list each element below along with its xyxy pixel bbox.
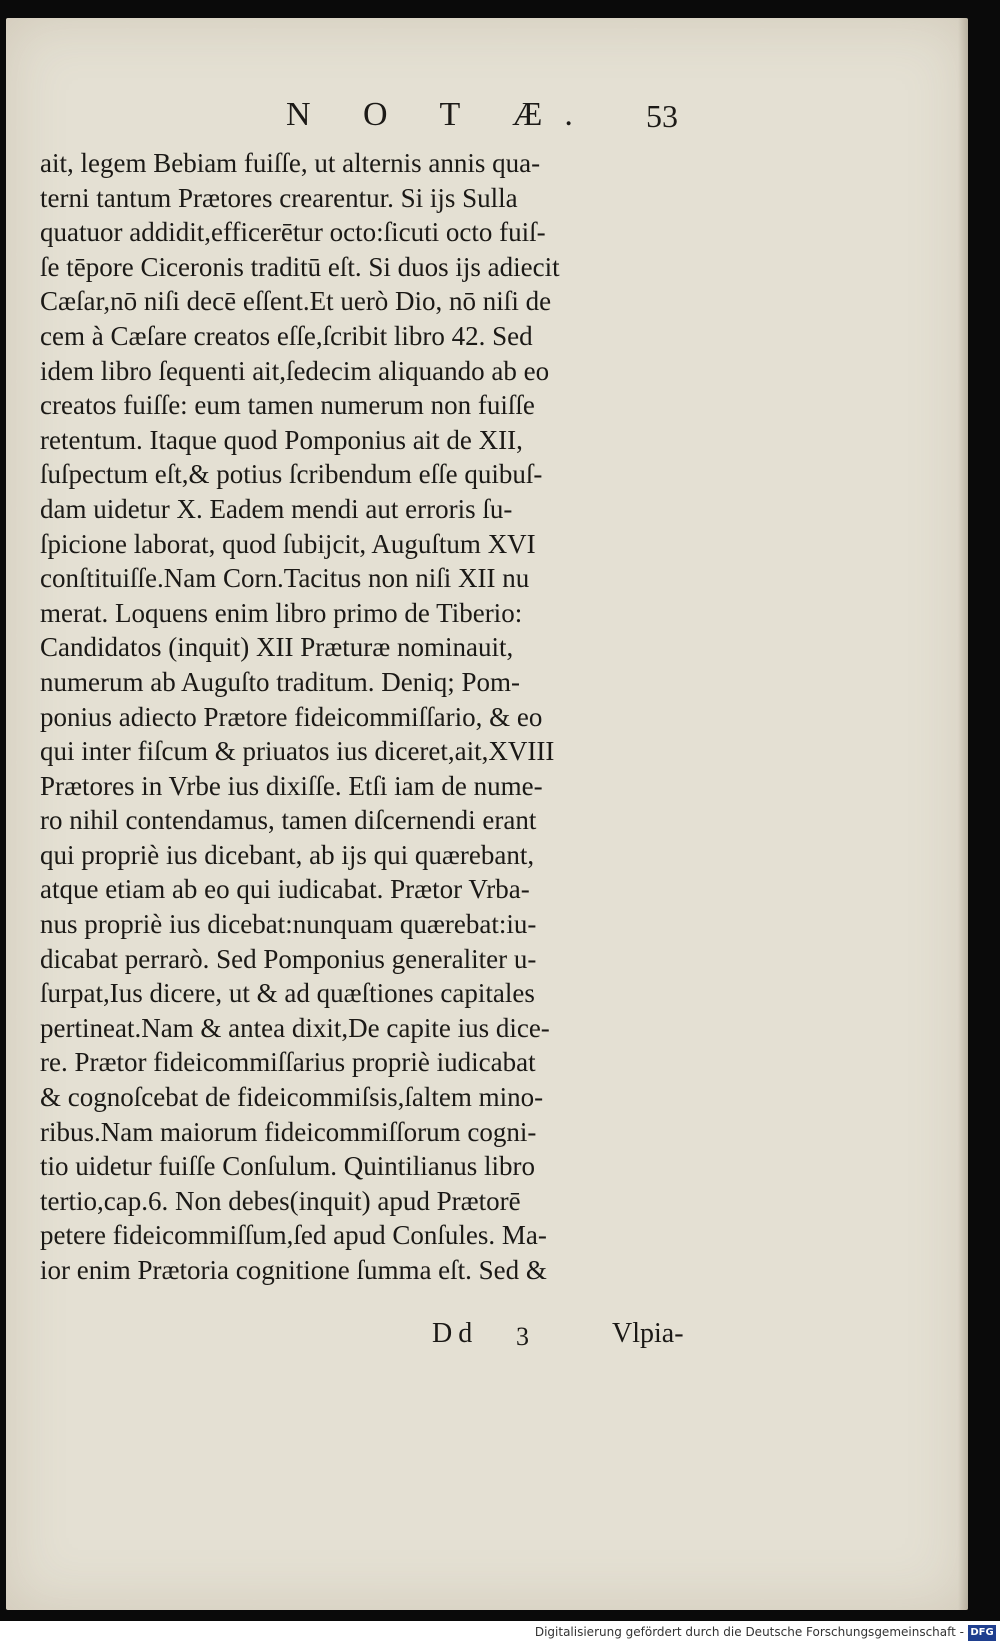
- signature-mark: Dd: [432, 1318, 479, 1349]
- text-line: ait, legem Bebiam fuiſſe, ut alternis annis qua-: [40, 148, 541, 178]
- text-line: quatuor addidit,efficerētur octo:ſicuti octo fuiſ-: [40, 217, 546, 248]
- text-line: tio uidetur fuiſſe Conſulum. Quintilianus libro: [40, 1151, 535, 1182]
- text-line: Prætores in Vrbe ius dixiſſe. Etſi iam de nume-: [40, 770, 543, 801]
- text-line: ro nihil contendamus, tamen diſcernendi erant: [40, 805, 537, 836]
- text-line: nus propriè ius dicebat:nunquam quærebat:iu-: [40, 909, 537, 940]
- text-line: ſpicione laborat, quod ſubijcit, Auguſtum XVI: [40, 528, 536, 559]
- text-line: Candidatos (inquit) XII Præturæ nominauit,: [40, 632, 514, 663]
- signature-number: 3: [516, 1322, 529, 1351]
- text-line: terni tantum Prætores crearentur. Si ijs Sulla: [40, 182, 518, 213]
- text-line: ior enim Prætoria cognitione ſumma eſt. Sed &: [40, 1255, 547, 1285]
- credit-text: Digitalisierung gefördert durch die Deutsche Forschungsgemeinschaft -: [534, 1625, 964, 1639]
- running-head: N O T Æ.: [286, 96, 595, 133]
- book-page: [6, 18, 968, 1610]
- text-line: numerum ab Auguſto traditum. Deniq; Pom-: [40, 666, 520, 697]
- text-line: petere fideicommiſſum,ſed apud Conſules. Ma-: [40, 1220, 547, 1251]
- text-line: idem libro ſequenti ait,ſedecim aliquando ab eo: [40, 355, 550, 386]
- page-number: 53: [646, 98, 678, 134]
- text-line: dicabat perrarò. Sed Pomponius generaliter u-: [40, 943, 537, 974]
- text-line: ſuſpectum eſt,& potius ſcribendum eſſe quibuſ-: [40, 459, 543, 490]
- page-edge-shadow: [958, 18, 968, 1610]
- text-line: ribus.Nam maiorum fideicommiſſorum cogni-: [40, 1116, 537, 1147]
- text-line: ponius adiecto Prætore fideicommiſſario, & eo: [40, 701, 543, 732]
- text-line: re. Prætor fideicommiſſarius propriè iudicabat: [40, 1047, 536, 1078]
- text-line: conſtituiſſe.Nam Corn.Tacitus non niſi XII nu: [40, 563, 530, 594]
- text-line: qui propriè ius dicebant, ab ijs qui quærebant,: [40, 839, 535, 870]
- dfg-logo-icon: DFG: [968, 1625, 996, 1641]
- text-line: creatos fuiſſe: eum tamen numerum non fuiſſe: [40, 390, 535, 421]
- text-line: & cognoſcebat de fideicommiſsis,ſaltem mino-: [40, 1082, 544, 1113]
- text-line: cem à Cæſare creatos eſſe,ſcribit libro 42. Sed: [40, 320, 533, 351]
- text-line: merat. Loquens enim libro primo de Tiberio:: [40, 597, 523, 628]
- text-line: dam uidetur X. Eadem mendi aut erroris ſu-: [40, 493, 513, 524]
- digitization-credit-bar: [0, 1621, 1000, 1647]
- text-line: ſe tēpore Ciceronis traditū eſt. Si duos ijs adiecit: [40, 251, 560, 282]
- text-line: atque etiam ab eo qui iudicabat. Prætor Vrba-: [40, 874, 530, 905]
- text-line: retentum. Itaque quod Pomponius ait de XII,: [40, 424, 523, 455]
- text-line: tertio,cap.6. Non debes(inquit) apud Prætorē: [40, 1185, 521, 1216]
- catchword: Vlpia-: [612, 1318, 684, 1349]
- text-line: Cæſar,nō niſi decē eſſent.Et uerò Dio, nō niſi de: [40, 286, 552, 317]
- text-line: ſurpat,Ius dicere, ut & ad quæſtiones capitales: [40, 978, 535, 1009]
- page-footer: [6, 1318, 968, 1358]
- body-text: [40, 146, 690, 1288]
- text-line: qui inter fiſcum & priuatos ius diceret,ait,XVIII: [40, 736, 555, 767]
- text-line: pertineat.Nam & antea dixit,De capite ius dice-: [40, 1012, 550, 1043]
